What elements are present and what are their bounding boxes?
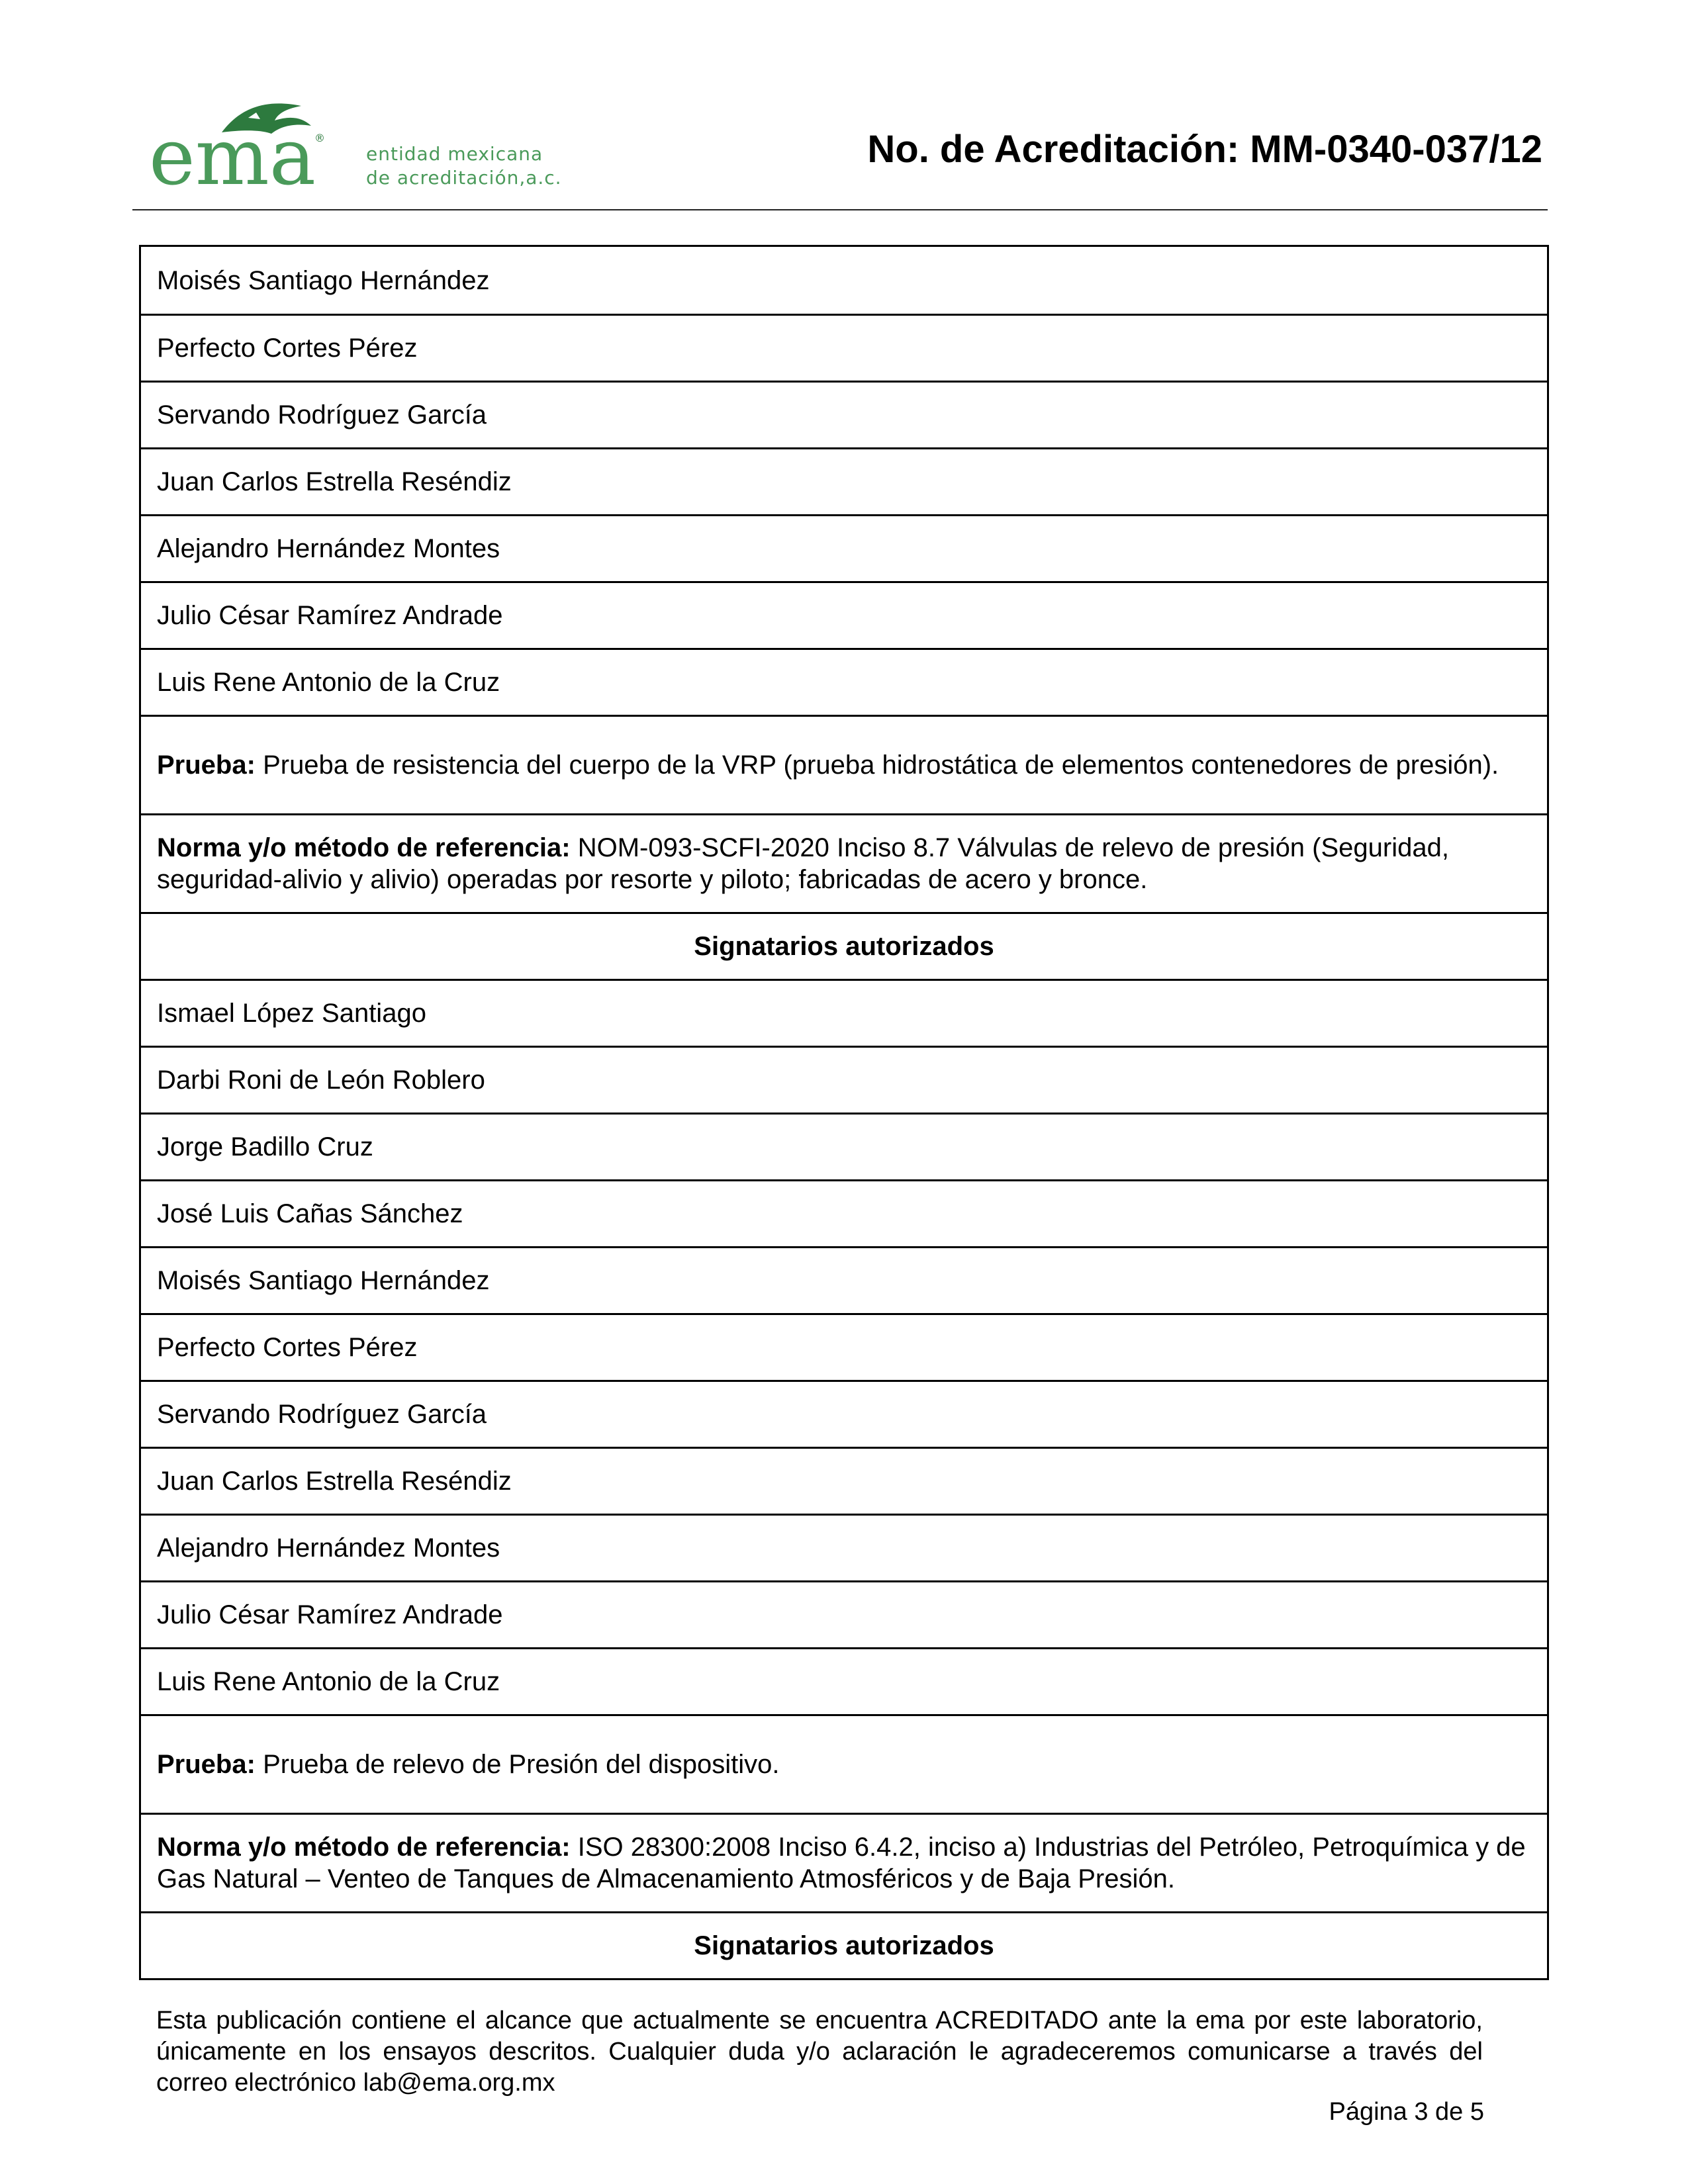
- signatory-row: [141, 1380, 1547, 1447]
- signatory-row: [141, 581, 1547, 648]
- signatory-row: [141, 1179, 1547, 1246]
- signatory-name: José Luis Cañas Sánchez: [157, 1199, 463, 1228]
- logo-tagline-line2: de acreditación,a.c.: [366, 167, 562, 189]
- signatory-name: Moisés Santiago Hernández: [157, 1266, 490, 1295]
- signatory-row: [141, 1514, 1547, 1580]
- section-heading: Signatarios autorizados: [694, 932, 994, 961]
- norma-row: [141, 1813, 1547, 1911]
- signatory-name: Juan Carlos Estrella Reséndiz: [157, 1467, 512, 1496]
- row-text: NOM-093-SCFI-2020 Inciso 8.7 Válvulas de relevo de presión (Seguridad, seguridad-alivio y alivio) operadas por resorte y piloto; fabricadas de acero y bronce.: [157, 833, 1449, 894]
- signatory-name: Julio César Ramírez Andrade: [157, 601, 503, 630]
- prueba-row: [141, 715, 1547, 813]
- accreditation-number: No. de Acreditación: MM-0340-037/12: [867, 128, 1542, 171]
- page-number: Página 3 de 5: [1329, 2098, 1484, 2126]
- signatory-row: [141, 247, 1547, 314]
- signatory-row: [141, 314, 1547, 381]
- signatories-heading: [141, 1911, 1547, 1978]
- signatory-name: Juan Carlos Estrella Reséndiz: [157, 467, 512, 496]
- row-content: [157, 832, 1531, 895]
- row-label: Norma y/o método de referencia:: [157, 1833, 571, 1862]
- row-content: [157, 749, 1499, 781]
- header-divider: [132, 209, 1548, 210]
- signatory-name: Luis Rene Antonio de la Cruz: [157, 668, 500, 697]
- row-content: [157, 1749, 780, 1780]
- row-content: [157, 1831, 1531, 1895]
- document-header: [132, 73, 1542, 205]
- ema-logo-icon: [149, 86, 361, 192]
- norma-row: [141, 813, 1547, 912]
- signatories-table: [139, 245, 1549, 1980]
- signatory-name: Jorge Badillo Cruz: [157, 1132, 373, 1161]
- signatory-row: [141, 447, 1547, 514]
- logo-word: ema: [149, 111, 316, 192]
- signatory-name: Perfecto Cortes Pérez: [157, 1333, 418, 1362]
- row-text: Prueba de resistencia del cuerpo de la VRP (prueba hidrostática de elementos contenedores de presión).: [263, 751, 1499, 780]
- signatory-row: [141, 648, 1547, 715]
- svg-text:®: ®: [314, 132, 325, 144]
- footer-notice: Esta publicación contiene el alcance que actualmente se encuentra ACREDITADO ante la ema por este laboratorio, únicamente en los ensayos descritos. Cualquier duda y/o aclaración le agradeceremos comunicarse a través del correo electrónico lab@ema.org.mx: [156, 2007, 1483, 2097]
- signatory-row: [141, 1647, 1547, 1714]
- row-label: Prueba:: [157, 1750, 256, 1779]
- row-label: Norma y/o método de referencia:: [157, 833, 571, 862]
- signatory-row: [141, 381, 1547, 447]
- signatory-row: [141, 1046, 1547, 1113]
- signatory-row: [141, 514, 1547, 581]
- signatory-name: Ismael López Santiago: [157, 999, 426, 1028]
- signatory-name: Darbi Roni de León Roblero: [157, 1066, 485, 1095]
- signatory-name: Moisés Santiago Hernández: [157, 265, 490, 295]
- signatory-name: Servando Rodríguez García: [157, 400, 487, 430]
- signatory-name: Alejandro Hernández Montes: [157, 534, 500, 563]
- signatory-row: [141, 1113, 1547, 1179]
- signatory-row: [141, 1246, 1547, 1313]
- row-label: Prueba:: [157, 751, 256, 780]
- signatory-row: [141, 1313, 1547, 1380]
- row-text: ISO 28300:2008 Inciso 6.4.2, inciso a) Industrias del Petróleo, Petroquímica y de Gas Natural – Venteo de Tanques de Almacenamiento Atmosféricos y de Baja Presión.: [157, 1833, 1526, 1893]
- signatory-row: [141, 979, 1547, 1046]
- signatory-row: [141, 1580, 1547, 1647]
- section-heading: Signatarios autorizados: [694, 1931, 994, 1960]
- row-text: Prueba de relevo de Presión del dispositivo.: [263, 1750, 780, 1779]
- signatory-name: Julio César Ramírez Andrade: [157, 1600, 503, 1629]
- signatory-name: Alejandro Hernández Montes: [157, 1533, 500, 1563]
- prueba-row: [141, 1714, 1547, 1813]
- signatory-name: Luis Rene Antonio de la Cruz: [157, 1667, 500, 1696]
- signatory-row: [141, 1447, 1547, 1514]
- logo-tagline-line1: entidad mexicana: [366, 143, 543, 165]
- signatory-name: Perfecto Cortes Pérez: [157, 334, 418, 363]
- signatories-heading: [141, 912, 1547, 979]
- ema-logo: [149, 86, 626, 192]
- signatory-name: Servando Rodríguez García: [157, 1400, 487, 1429]
